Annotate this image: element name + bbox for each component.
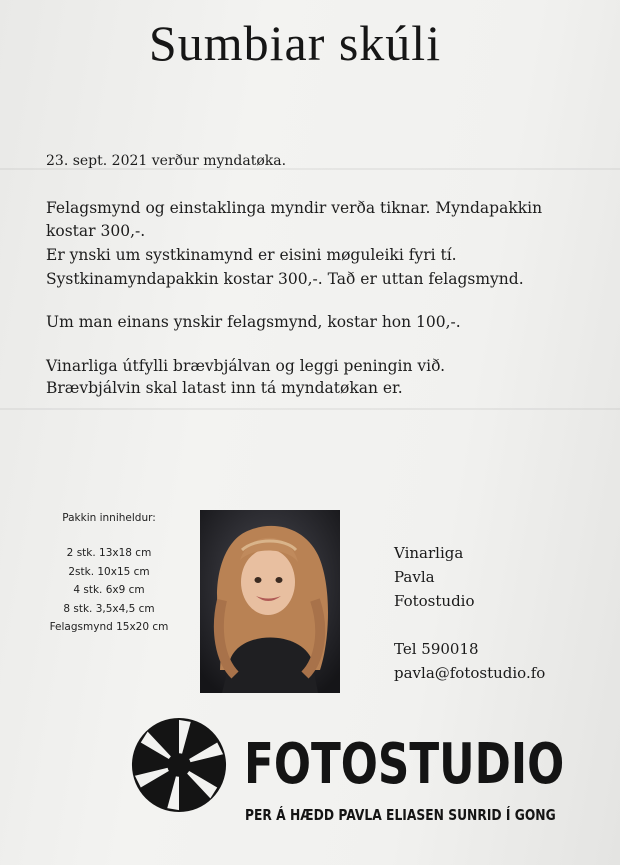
portrait-illustration: [200, 510, 340, 693]
brand-tagline: PER Á HÆDD PAVLA ELIASEN SUNRID Í GONG: [245, 806, 556, 824]
aperture-logo-icon: [130, 716, 228, 814]
contact-name: Pavla: [394, 568, 435, 586]
paragraph-line: Um man einans ynskir felagsmynd, kostar hon 100,-.: [46, 313, 461, 331]
paragraph-line: Er ynski um systkinamynd er eisini møguleiki fyri tí.: [46, 246, 457, 264]
package-list: [34, 512, 184, 637]
paragraph-line: kostar 300,-.: [46, 222, 146, 240]
paper-fold: [0, 408, 620, 410]
package-heading: Pakkin inniheldur:: [62, 512, 156, 524]
date-line: 23. sept. 2021 verður myndatøka.: [46, 153, 287, 169]
greeting-text: Vinarliga: [394, 544, 464, 562]
package-item: 2stk. 10x15 cm: [68, 565, 150, 578]
studio-name: Fotostudio: [394, 592, 475, 610]
paragraph-line: Brævbjálvin skal latast inn tá myndatøkan er.: [46, 379, 403, 397]
contact-block: [394, 541, 545, 685]
paragraph-line: Systkinamyndapakkin kostar 300,-. Tað er uttan felagsmynd.: [46, 270, 524, 288]
sample-portrait-photo: [200, 510, 340, 693]
paragraph-line: Felagsmynd og einstaklinga myndir verða tiknar. Myndapakkin: [46, 199, 543, 217]
page-title: Sumbiar skúli: [148, 15, 442, 71]
phone-number: Tel 590018: [394, 640, 479, 658]
email-address: pavla@fotostudio.fo: [394, 664, 546, 682]
package-item: Felagsmynd 15x20 cm: [49, 621, 169, 633]
package-item: 8 stk. 3,5x4,5 cm: [63, 602, 155, 615]
package-item: 4 stk. 6x9 cm: [73, 584, 145, 596]
package-item: 2 stk. 13x18 cm: [66, 547, 152, 559]
paragraph-line: Vinarliga útfylli brævbjálvan og leggi peningin við.: [46, 357, 446, 375]
brand-name: FOTOSTUDIO: [244, 732, 565, 797]
